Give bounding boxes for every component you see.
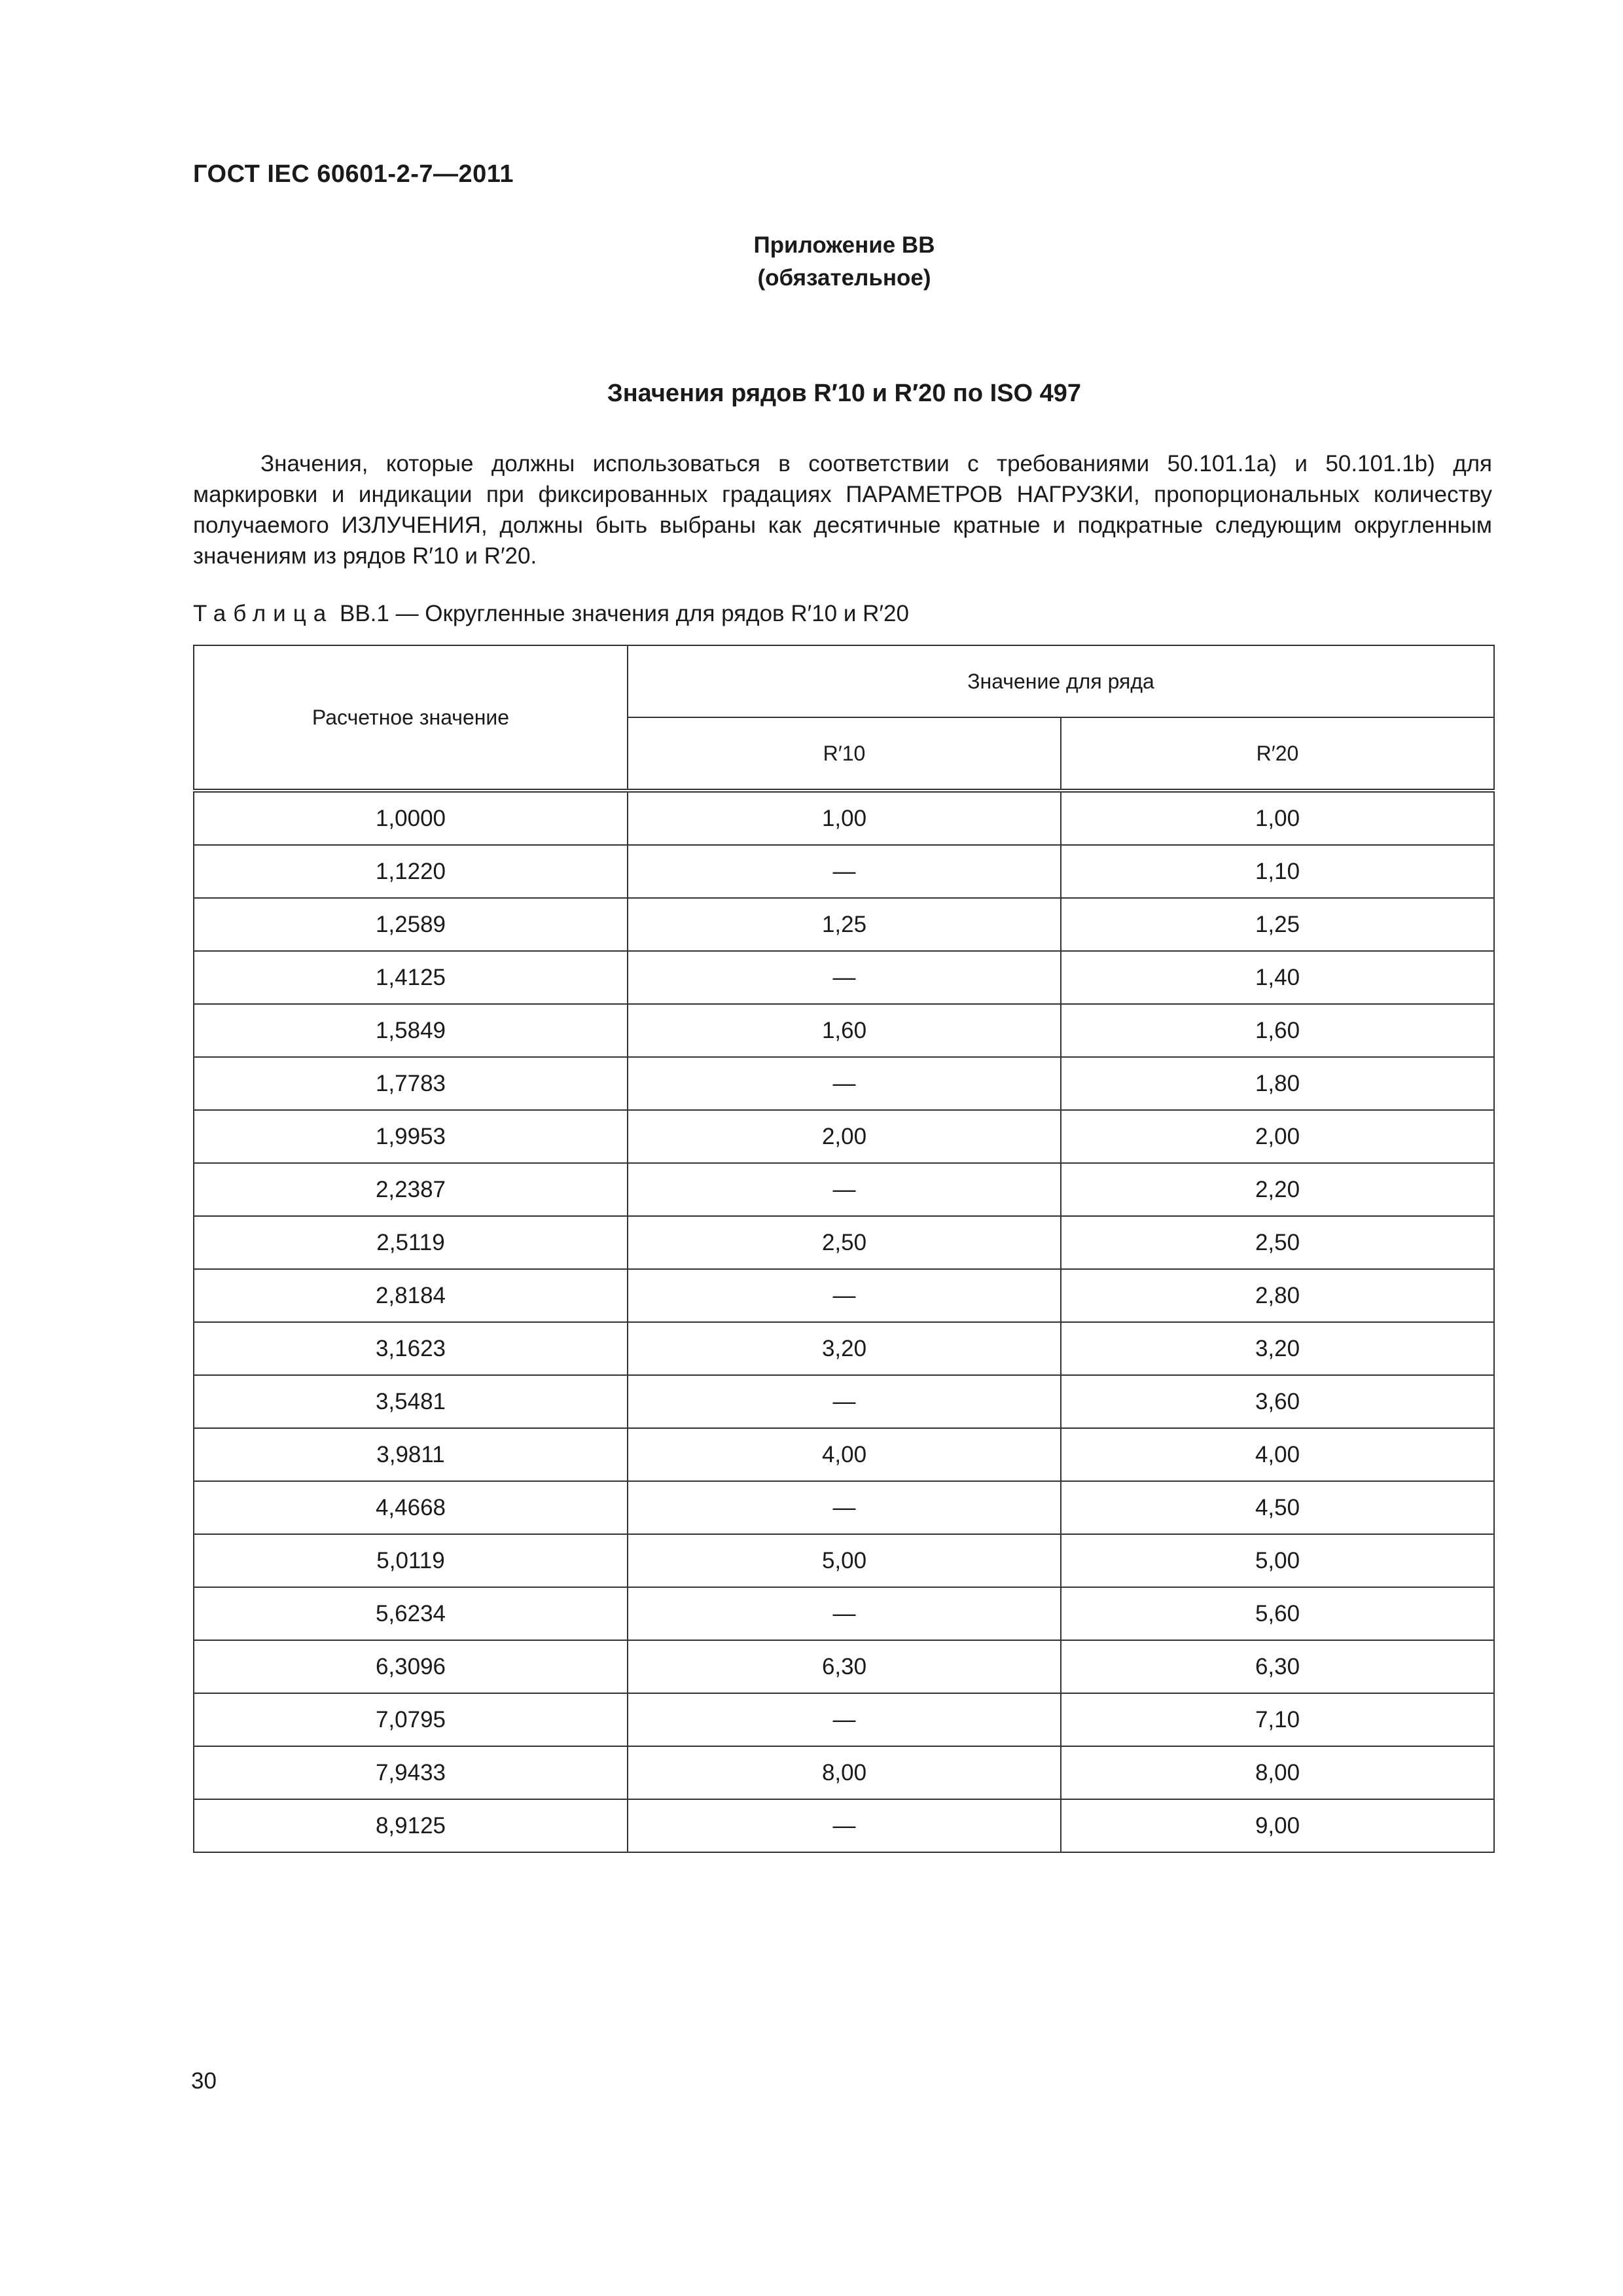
cell-r20-value: 5,00 [1061, 1534, 1494, 1587]
cell-calculated-value: 5,0119 [194, 1534, 628, 1587]
cell-r10-value: — [628, 1163, 1061, 1216]
cell-r20-value: 8,00 [1061, 1746, 1494, 1799]
cell-r10-value: — [628, 1269, 1061, 1322]
annex-title: Приложение ВВ [753, 232, 935, 258]
table-row [194, 1269, 1494, 1322]
cell-r10-value: 2,00 [628, 1110, 1061, 1163]
cell-calculated-value: 1,2589 [194, 898, 628, 951]
table-row [194, 1110, 1494, 1163]
cell-calculated-value: 6,3096 [194, 1640, 628, 1693]
table-row [194, 1322, 1494, 1375]
table-row [194, 951, 1494, 1004]
table-row [194, 1799, 1494, 1852]
table-caption-label: Таблица [193, 601, 334, 626]
cell-r20-value: 1,40 [1061, 951, 1494, 1004]
table-row [194, 1746, 1494, 1799]
cell-r20-value: 9,00 [1061, 1799, 1494, 1852]
cell-r20-value: 6,30 [1061, 1640, 1494, 1693]
cell-calculated-value: 1,4125 [194, 951, 628, 1004]
cell-calculated-value: 2,2387 [194, 1163, 628, 1216]
table-row [194, 898, 1494, 951]
cell-calculated-value: 1,0000 [194, 791, 628, 845]
cell-r20-value: 2,20 [1061, 1163, 1494, 1216]
cell-calculated-value: 3,1623 [194, 1322, 628, 1375]
table-row [194, 845, 1494, 898]
cell-r20-value: 4,50 [1061, 1481, 1494, 1534]
table-row [194, 1640, 1494, 1693]
table-caption-text: ВВ.1 — Округленные значения для рядов R′10 и R′20 [339, 601, 909, 626]
table-row [194, 1481, 1494, 1534]
cell-calculated-value: 1,5849 [194, 1004, 628, 1057]
cell-r10-value: — [628, 845, 1061, 898]
cell-r10-value: 1,00 [628, 791, 1061, 845]
cell-r10-value: 1,25 [628, 898, 1061, 951]
annex-status: (обязательное) [757, 265, 931, 291]
table-row [194, 1057, 1494, 1110]
cell-calculated-value: 1,7783 [194, 1057, 628, 1110]
cell-r20-value: 1,25 [1061, 898, 1494, 951]
cell-r20-value: 2,80 [1061, 1269, 1494, 1322]
cell-r10-value: 6,30 [628, 1640, 1061, 1693]
cell-r20-value: 2,50 [1061, 1216, 1494, 1269]
cell-calculated-value: 1,9953 [194, 1110, 628, 1163]
cell-r20-value: 4,00 [1061, 1428, 1494, 1481]
cell-calculated-value: 3,9811 [194, 1428, 628, 1481]
cell-calculated-value: 4,4668 [194, 1481, 628, 1534]
cell-r10-value: — [628, 1587, 1061, 1640]
cell-r20-value: 1,60 [1061, 1004, 1494, 1057]
section-title: Значения рядов R′10 и R′20 по ISO 497 [607, 380, 1082, 407]
cell-r10-value: 1,60 [628, 1004, 1061, 1057]
cell-calculated-value: 1,1220 [194, 845, 628, 898]
cell-r20-value: 5,60 [1061, 1587, 1494, 1640]
cell-r20-value: 3,20 [1061, 1322, 1494, 1375]
cell-r20-value: 7,10 [1061, 1693, 1494, 1746]
cell-r20-value: 1,00 [1061, 791, 1494, 845]
table-row [194, 1587, 1494, 1640]
cell-calculated-value: 7,9433 [194, 1746, 628, 1799]
cell-calculated-value: 3,5481 [194, 1375, 628, 1428]
cell-calculated-value: 2,8184 [194, 1269, 628, 1322]
cell-calculated-value: 8,9125 [194, 1799, 628, 1852]
table-caption [193, 601, 909, 627]
cell-r20-value: 1,10 [1061, 845, 1494, 898]
intro-paragraph: Значения, которые должны использоваться в соответствии с требованиями 50.101.1a) и 50.101.1b) для маркировки и индикации при фиксированных градациях ПАРАМЕТРОВ НАГРУЗКИ, пропорциональных количеству получаемого ИЗЛУЧЕНИЯ, должны быть выбраны как десятичные кратные и подкратные следующим округленным значениям из рядов R′10 и R′20. [193, 451, 1492, 569]
header-r10: R′10 [628, 717, 1061, 791]
cell-r10-value: 2,50 [628, 1216, 1061, 1269]
cell-calculated-value: 5,6234 [194, 1587, 628, 1640]
cell-r10-value: 3,20 [628, 1322, 1061, 1375]
cell-r10-value: — [628, 1375, 1061, 1428]
header-calculated-value: Расчетное значение [194, 645, 628, 791]
table-row [194, 1375, 1494, 1428]
cell-r10-value: — [628, 1799, 1061, 1852]
cell-r20-value: 1,80 [1061, 1057, 1494, 1110]
cell-r10-value: 4,00 [628, 1428, 1061, 1481]
header-series-group: Значение для ряда [628, 645, 1494, 717]
table-row [194, 1216, 1494, 1269]
table-row [194, 1004, 1494, 1057]
header-r20: R′20 [1061, 717, 1494, 791]
table-body [194, 791, 1494, 1852]
document-code: ГОСТ IEC 60601-2-7—2011 [193, 160, 514, 188]
values-table [193, 645, 1495, 1853]
cell-r20-value: 3,60 [1061, 1375, 1494, 1428]
cell-calculated-value: 2,5119 [194, 1216, 628, 1269]
cell-r10-value: — [628, 1057, 1061, 1110]
cell-r10-value: — [628, 951, 1061, 1004]
table-row [194, 1163, 1494, 1216]
table-row [194, 1534, 1494, 1587]
table-row [194, 1693, 1494, 1746]
cell-r10-value: 8,00 [628, 1746, 1061, 1799]
cell-r10-value: — [628, 1693, 1061, 1746]
cell-r10-value: — [628, 1481, 1061, 1534]
cell-r10-value: 5,00 [628, 1534, 1061, 1587]
page-number: 30 [191, 2068, 217, 2094]
table-row [194, 791, 1494, 845]
table-row [194, 1428, 1494, 1481]
cell-r20-value: 2,00 [1061, 1110, 1494, 1163]
cell-calculated-value: 7,0795 [194, 1693, 628, 1746]
